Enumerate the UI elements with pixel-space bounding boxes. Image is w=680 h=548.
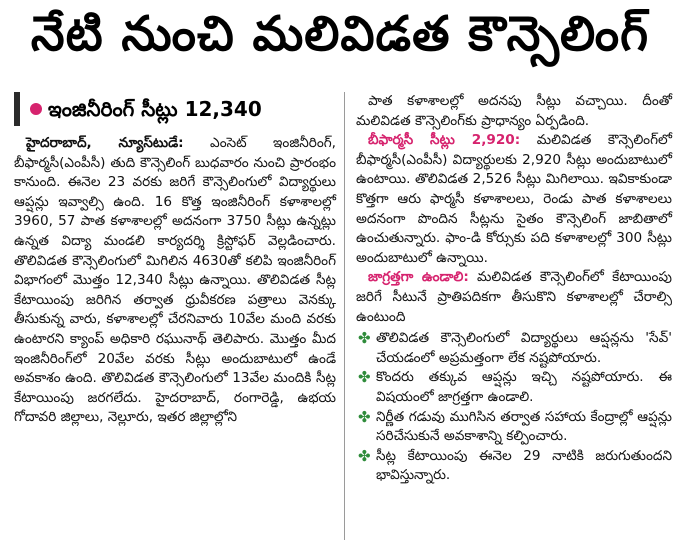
tips-list <box>356 329 672 486</box>
subhead <box>14 92 336 126</box>
column-divider <box>344 92 345 540</box>
pharmacy-paragraph <box>356 131 672 268</box>
tip-text: నిర్ణీత గడువు ముగిసిన తర్వాత సహాయ కేంద్రాల్లో ఆప్షన్లు సరిచేసుకునే అవకాశాన్ని కల్పించారు. <box>376 408 672 445</box>
left-body-paragraph <box>14 134 336 428</box>
flower-bullet-icon: ✤ <box>358 329 371 348</box>
flower-bullet-icon: ✤ <box>358 446 371 465</box>
subhead-label: ఇంజినీరింగ్ సీట్లు 12,340 <box>48 97 262 121</box>
tip-item <box>356 408 672 447</box>
headline: నేటి నుంచి మలివిడత కౌన్సెలింగ్ <box>30 6 650 62</box>
pharmacy-body: మలివిడత కౌన్సెలింగ్‌లో బీఫార్మసీ(ఎంపీసీ) విద్యార్థులకు 2,920 సీట్లు అందుబాటులో ఉంటాయి. తొలివిడత 2,526 సీట్లు మిగిలాయి. ఇవికాకుండా కొత్తగా ఆరు ఫార్మసీ కళాశాలలు, రెండు పాత కళాశాలలు అదనంగా పొందిన సీట్లను సైతం కౌన్సెలింగ్ జాబితాలో ఉంచుతున్నారు. ఫాం-డి కోర్సుకు పది కళాశాలల్లో 300 సీట్లు అందుబాటులో ఉన్నాయి. <box>356 132 672 266</box>
tip-text: సీట్ల కేటాయింపు ఈనెల 29 నాటికి జరుగుతుందని భావిస్తున్నారు. <box>376 447 672 484</box>
caution-body: మలివిడత కౌన్సెలింగ్‌లో కేటాయింపు జరిగే సీటునే ప్రాతిపదికగా తీసుకొని కళాశాలల్లో చేరాల్సి ఉంటుంది <box>356 269 672 325</box>
tip-text: కొందరు తక్కువ ఆప్షన్లు ఇచ్చి నష్టపోయారు. ఈ విషయంలో జాగ్రత్తగా ఉండాలి. <box>376 369 672 405</box>
tip-item <box>356 329 672 368</box>
right-column <box>356 92 672 486</box>
tip-item <box>356 368 672 407</box>
pharmacy-title: బీఫార్మసీ సీట్లు 2,920: <box>368 132 521 149</box>
tip-item <box>356 447 672 486</box>
right-intro: పాత కళాశాలల్లో అదనపు సీట్లు వచ్చాయి. దీంతో మలివిడత కౌన్సెలింగ్‌కు ప్రాధాన్యం ఏర్పడింది. <box>356 93 672 129</box>
subhead-bar <box>14 92 20 126</box>
bullet-dot-icon <box>30 103 42 115</box>
flower-bullet-icon: ✤ <box>358 368 371 387</box>
tip-text: తొలివిడత కౌన్సెలింగులో విద్యార్థులు ఆప్షన్లను 'సేవ్' చేయడంలో అప్రమత్తంగా లేక నష్టపోయారు. <box>376 330 672 366</box>
left-column <box>14 92 336 428</box>
dateline: హైదరాబాద్, న్యూస్‌టుడే: <box>26 135 184 151</box>
caution-title: జాగ్రత్తగా ఉండాలి: <box>368 269 469 286</box>
caution-paragraph <box>356 268 672 327</box>
left-body-text: ఎంసెట్ ఇంజినీరింగ్, బీఫార్మసీ(ఎంపీసీ) తుది కౌన్సెలింగ్ బుధవారం నుంచి ప్రారంభం కానుంది. ఈనెల 23 వరకు జరిగే కౌన్సెలింగులో విద్యార్థులు ఆప్షన్లు ఇవ్వాల్సి ఉంది. 16 కొత్త ఇంజినీరింగ్ కళాశాలల్లో 3960, 57 పాత కళాశాలల్లో అదనంగా 3750 సీట్లు ఉన్నట్లు ఉన్నత విద్యా మండలి కార్యదర్శి క్రిస్టోఫర్ వెల్లడించారు. తొలివిడత కౌన్సెలింగులో మిగిలిన 4630తో కలిపి ఇంజినీరింగ్ విభాగంలో మొత్తం 12,340 సీట్లు ఉన్నాయి. తొలివిడత సీట్ల కేటాయింపు జరిగిన తర్వాత ధ్రువీకరణ పత్రాలు వెనక్కు తీసుకున్న వారు, కళాశాలల్లో చేరనివారు 10వేల మంది వరకు ఉంటారని క్యాంప్ అధికారి రఘునాథ్ తెలిపారు. మొత్తం మీద ఇంజినీరింగ్‌లో 20వేల వరకు సీట్లు అందుబాటులో ఉండే అవకాశం ఉంది. తొలివిడత కౌన్సెలింగులో 13వేల మందికి సీట్ల కేటాయింపు జరగలేదు. హైదరాబాద్, రంగారెడ్డి, ఉభయ గోదావరి జిల్లాలు, నెల్లూరు, ఇతర జిల్లాల్లోని <box>14 135 336 426</box>
flower-bullet-icon: ✤ <box>358 407 371 426</box>
